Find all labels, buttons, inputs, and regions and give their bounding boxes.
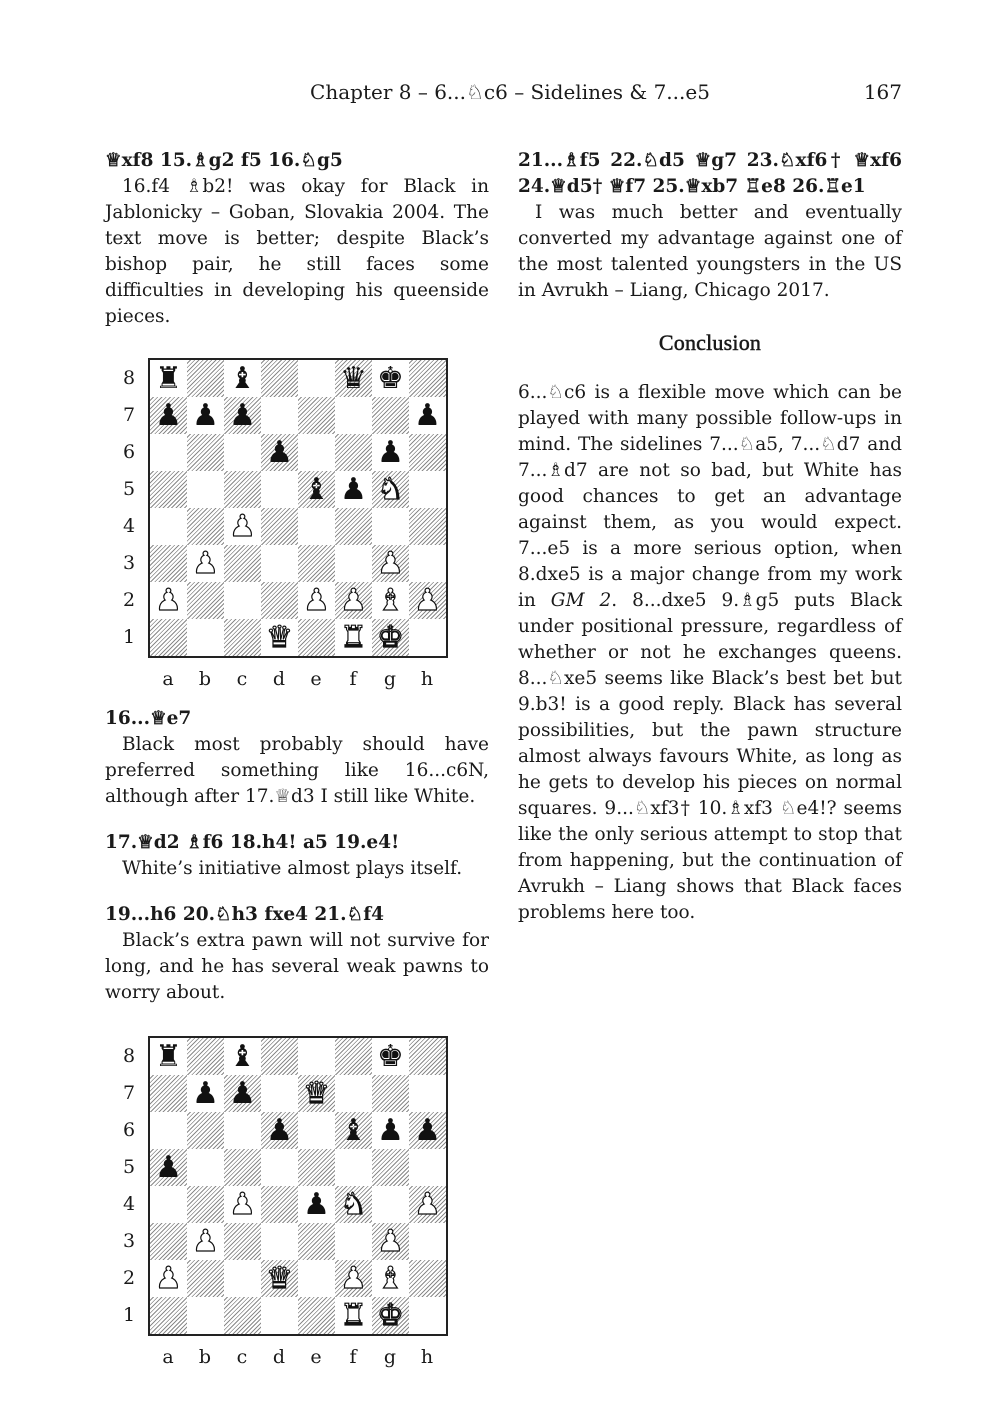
board-square bbox=[187, 434, 224, 471]
board-square bbox=[409, 545, 446, 582]
board-square bbox=[224, 434, 261, 471]
rank-label: 8 bbox=[122, 367, 136, 389]
board-square bbox=[335, 434, 372, 471]
black-queen-icon: ♛ bbox=[340, 361, 367, 396]
board-square bbox=[335, 1223, 372, 1260]
white-queen-icon: ♛ bbox=[266, 620, 293, 655]
white-rook-icon: ♜ bbox=[340, 1298, 367, 1333]
white-knight-icon: ♞ bbox=[377, 472, 404, 507]
board-square bbox=[224, 582, 261, 619]
white-pawn-icon: ♟ bbox=[155, 583, 182, 618]
chess-diagram-2 bbox=[105, 1036, 489, 1374]
board-square bbox=[298, 1149, 335, 1186]
file-label: g bbox=[383, 1346, 397, 1368]
board-square bbox=[409, 1149, 446, 1186]
rank-label: 8 bbox=[122, 1045, 136, 1067]
board-square bbox=[150, 434, 187, 471]
rank-label: 4 bbox=[122, 515, 136, 537]
left-column bbox=[105, 148, 489, 1374]
white-pawn-icon: ♟ bbox=[303, 583, 330, 618]
file-label: d bbox=[272, 1346, 286, 1368]
file-label: e bbox=[310, 668, 322, 690]
black-pawn-icon: ♟ bbox=[340, 472, 367, 507]
black-rook-icon: ♜ bbox=[155, 1039, 182, 1074]
black-pawn-icon: ♟ bbox=[303, 1187, 330, 1222]
board-square bbox=[335, 397, 372, 434]
commentary-paragraph: 16.f4 ♗b2! was okay for Black in Jablonicky – Goban, Slovakia 2004. The text move is better; despite Black’s bishop pair, he still faces some difficulties in developing his queenside pieces. bbox=[105, 176, 489, 327]
board-square bbox=[409, 471, 446, 508]
board-square bbox=[187, 1112, 224, 1149]
board-square bbox=[335, 508, 372, 545]
board-square bbox=[335, 1038, 372, 1075]
board-square bbox=[224, 545, 261, 582]
board-square bbox=[409, 1223, 446, 1260]
white-knight-icon: ♞ bbox=[340, 1187, 367, 1222]
chessboard bbox=[148, 358, 448, 658]
black-pawn-icon: ♟ bbox=[266, 435, 293, 470]
board-square bbox=[372, 397, 409, 434]
rank-label: 4 bbox=[122, 1193, 136, 1215]
board-square bbox=[261, 397, 298, 434]
board-square bbox=[409, 1075, 446, 1112]
black-pawn-icon: ♟ bbox=[377, 1113, 404, 1148]
board-square bbox=[335, 1075, 372, 1112]
board-square bbox=[150, 508, 187, 545]
black-pawn-icon: ♟ bbox=[155, 398, 182, 433]
board-square bbox=[261, 1297, 298, 1334]
board-square bbox=[261, 1149, 298, 1186]
white-pawn-icon: ♟ bbox=[340, 1261, 367, 1296]
move-line: 21...♗f5 22.♘d5 ♕g7 23.♘xf6† ♕xf6 24.♕d5† ♕f7 25.♕xb7 ♖e8 26.♖e1 bbox=[518, 150, 902, 197]
black-pawn-icon: ♟ bbox=[192, 1076, 219, 1111]
black-king-icon: ♚ bbox=[377, 361, 404, 396]
board-square bbox=[335, 1149, 372, 1186]
white-bishop-icon: ♝ bbox=[377, 583, 404, 618]
move-line: 16...♕e7 bbox=[105, 708, 192, 729]
file-label: e bbox=[310, 1346, 322, 1368]
rank-label: 6 bbox=[122, 441, 136, 463]
board-square bbox=[187, 1297, 224, 1334]
board-square bbox=[298, 619, 335, 656]
white-pawn-icon: ♟ bbox=[414, 1187, 441, 1222]
white-pawn-icon: ♟ bbox=[377, 1224, 404, 1259]
black-bishop-icon: ♝ bbox=[303, 472, 330, 507]
board-square bbox=[372, 508, 409, 545]
board-square bbox=[261, 508, 298, 545]
board-square bbox=[224, 1112, 261, 1149]
black-pawn-icon: ♟ bbox=[192, 398, 219, 433]
white-pawn-icon: ♟ bbox=[414, 583, 441, 618]
file-label: b bbox=[198, 1346, 212, 1368]
move-line: ♕xf8 15.♗g2 f5 16.♘g5 bbox=[105, 150, 343, 171]
white-pawn-icon: ♟ bbox=[192, 1224, 219, 1259]
rank-label: 7 bbox=[122, 1082, 136, 1104]
white-king-icon: ♚ bbox=[377, 1298, 404, 1333]
board-square bbox=[261, 471, 298, 508]
rank-label: 1 bbox=[122, 1304, 136, 1326]
board-square bbox=[150, 1186, 187, 1223]
black-pawn-icon: ♟ bbox=[266, 1113, 293, 1148]
white-pawn-icon: ♟ bbox=[192, 546, 219, 581]
board-square bbox=[409, 619, 446, 656]
board-square bbox=[187, 508, 224, 545]
chess-diagram-1 bbox=[105, 358, 489, 696]
board-square bbox=[187, 1149, 224, 1186]
board-square bbox=[224, 1149, 261, 1186]
board-square bbox=[187, 1186, 224, 1223]
board-square bbox=[224, 619, 261, 656]
rank-label: 6 bbox=[122, 1119, 136, 1141]
board-square bbox=[224, 471, 261, 508]
file-label: h bbox=[420, 668, 434, 690]
board-square bbox=[150, 1223, 187, 1260]
board-square bbox=[409, 508, 446, 545]
board-square bbox=[224, 1260, 261, 1297]
chessboard bbox=[148, 1036, 448, 1336]
board-square bbox=[335, 545, 372, 582]
board-square bbox=[298, 434, 335, 471]
black-king-icon: ♚ bbox=[377, 1039, 404, 1074]
file-label: g bbox=[383, 668, 397, 690]
black-bishop-icon: ♝ bbox=[340, 1113, 367, 1148]
black-pawn-icon: ♟ bbox=[377, 435, 404, 470]
file-label: c bbox=[236, 1346, 248, 1368]
board-square bbox=[261, 1223, 298, 1260]
board-square bbox=[409, 1260, 446, 1297]
running-header: Chapter 8 – 6...♘c6 – Sidelines & 7...e5 bbox=[310, 80, 710, 104]
commentary-paragraph: Black most probably should have preferred something like 16...c6N, although after 17.♕d3 I still like White. bbox=[105, 734, 489, 807]
board-square bbox=[224, 1297, 261, 1334]
board-square bbox=[409, 434, 446, 471]
rank-label: 1 bbox=[122, 626, 136, 648]
black-rook-icon: ♜ bbox=[155, 361, 182, 396]
board-square bbox=[187, 582, 224, 619]
white-pawn-icon: ♟ bbox=[155, 1261, 182, 1296]
board-square bbox=[150, 471, 187, 508]
file-label: a bbox=[162, 668, 174, 690]
board-square bbox=[261, 1075, 298, 1112]
board-square bbox=[150, 545, 187, 582]
black-bishop-icon: ♝ bbox=[229, 361, 256, 396]
board-square bbox=[409, 1038, 446, 1075]
file-label: f bbox=[349, 668, 357, 690]
board-square bbox=[150, 619, 187, 656]
right-column bbox=[518, 148, 902, 926]
board-square bbox=[224, 1223, 261, 1260]
white-king-icon: ♚ bbox=[377, 620, 404, 655]
file-label: a bbox=[162, 1346, 174, 1368]
file-label: f bbox=[349, 1346, 357, 1368]
rank-label: 5 bbox=[122, 478, 136, 500]
board-square bbox=[187, 360, 224, 397]
board-square bbox=[187, 619, 224, 656]
board-square bbox=[298, 1223, 335, 1260]
board-square bbox=[298, 360, 335, 397]
move-line: 19...h6 20.♘h3 fxe4 21.♘f4 bbox=[105, 904, 385, 925]
white-pawn-icon: ♟ bbox=[229, 509, 256, 544]
black-pawn-icon: ♟ bbox=[229, 1076, 256, 1111]
rank-label: 2 bbox=[122, 1267, 136, 1289]
board-square bbox=[409, 1297, 446, 1334]
board-square bbox=[150, 1112, 187, 1149]
commentary-paragraph: I was much better and eventually converted my advantage against one of the most talented youngsters in the US in Avrukh – Liang, Chicago 2017. bbox=[518, 202, 902, 301]
commentary-paragraph: White’s initiative almost plays itself. bbox=[122, 858, 463, 879]
board-square bbox=[261, 360, 298, 397]
board-square bbox=[298, 1038, 335, 1075]
board-square bbox=[187, 1260, 224, 1297]
board-square bbox=[150, 1297, 187, 1334]
rank-label: 7 bbox=[122, 404, 136, 426]
board-square bbox=[372, 1075, 409, 1112]
commentary-paragraph: Black’s extra pawn will not survive for long, and he has several weak pawns to worry about. bbox=[105, 930, 489, 1003]
file-label: b bbox=[198, 668, 212, 690]
board-square bbox=[261, 545, 298, 582]
white-pawn-icon: ♟ bbox=[340, 583, 367, 618]
page-number: 167 bbox=[863, 80, 902, 104]
black-pawn-icon: ♟ bbox=[414, 398, 441, 433]
board-square bbox=[298, 545, 335, 582]
board-square bbox=[409, 360, 446, 397]
rank-label: 3 bbox=[122, 1230, 136, 1252]
board-square bbox=[150, 1075, 187, 1112]
white-pawn-icon: ♟ bbox=[377, 546, 404, 581]
board-square bbox=[261, 582, 298, 619]
white-queen-icon: ♛ bbox=[266, 1261, 293, 1296]
black-pawn-icon: ♟ bbox=[155, 1150, 182, 1185]
board-square bbox=[372, 1186, 409, 1223]
white-rook-icon: ♜ bbox=[340, 620, 367, 655]
move-line: 17.♕d2 ♗f6 18.h4! a5 19.e4! bbox=[105, 832, 400, 853]
board-square bbox=[298, 397, 335, 434]
rank-label: 5 bbox=[122, 1156, 136, 1178]
board-square bbox=[187, 1038, 224, 1075]
black-bishop-icon: ♝ bbox=[229, 1039, 256, 1074]
board-square bbox=[261, 1186, 298, 1223]
board-square bbox=[298, 1112, 335, 1149]
board-square bbox=[372, 1149, 409, 1186]
rank-label: 3 bbox=[122, 552, 136, 574]
black-pawn-icon: ♟ bbox=[414, 1113, 441, 1148]
board-square bbox=[261, 1038, 298, 1075]
board-square bbox=[298, 1297, 335, 1334]
white-bishop-icon: ♝ bbox=[377, 1261, 404, 1296]
rank-label: 2 bbox=[122, 589, 136, 611]
file-label: d bbox=[272, 668, 286, 690]
board-square bbox=[298, 508, 335, 545]
conclusion-paragraph: 6...♘c6 is a flexible move which can be played with many possible follow-ups in mind. The sidelines 7...♘a5, 7...♘d7 and 7...♗d7 are not so bad, but White has good chances to get an advantage against them, as you would expect. 7...e5 is a more serious option, when 8.dxe5 is a major change from my work in GM 2. 8...dxe5 9.♗g5 puts Black under positional pressure, regardless of whether or not he exchanges queens. 8...♘xe5 seems like Black’s best bet but 9.b3! is a good reply. Black has several possibilities, but the pawn structure almost always favours White, as long as he gets to develop his pieces on normal squares. 9...♘xf3† 10.♗xf3 ♘e4!? seems like the only serious attempt to stop that from happening, but the continuation of Avrukh – Liang shows that Black faces problems here too. bbox=[518, 382, 902, 923]
board-square bbox=[187, 471, 224, 508]
white-queen-icon: ♛ bbox=[303, 1076, 330, 1111]
board-square bbox=[298, 1260, 335, 1297]
section-heading: Conclusion bbox=[658, 330, 762, 355]
file-label: c bbox=[236, 668, 248, 690]
white-pawn-icon: ♟ bbox=[229, 1187, 256, 1222]
black-pawn-icon: ♟ bbox=[229, 398, 256, 433]
file-label: h bbox=[420, 1346, 434, 1368]
